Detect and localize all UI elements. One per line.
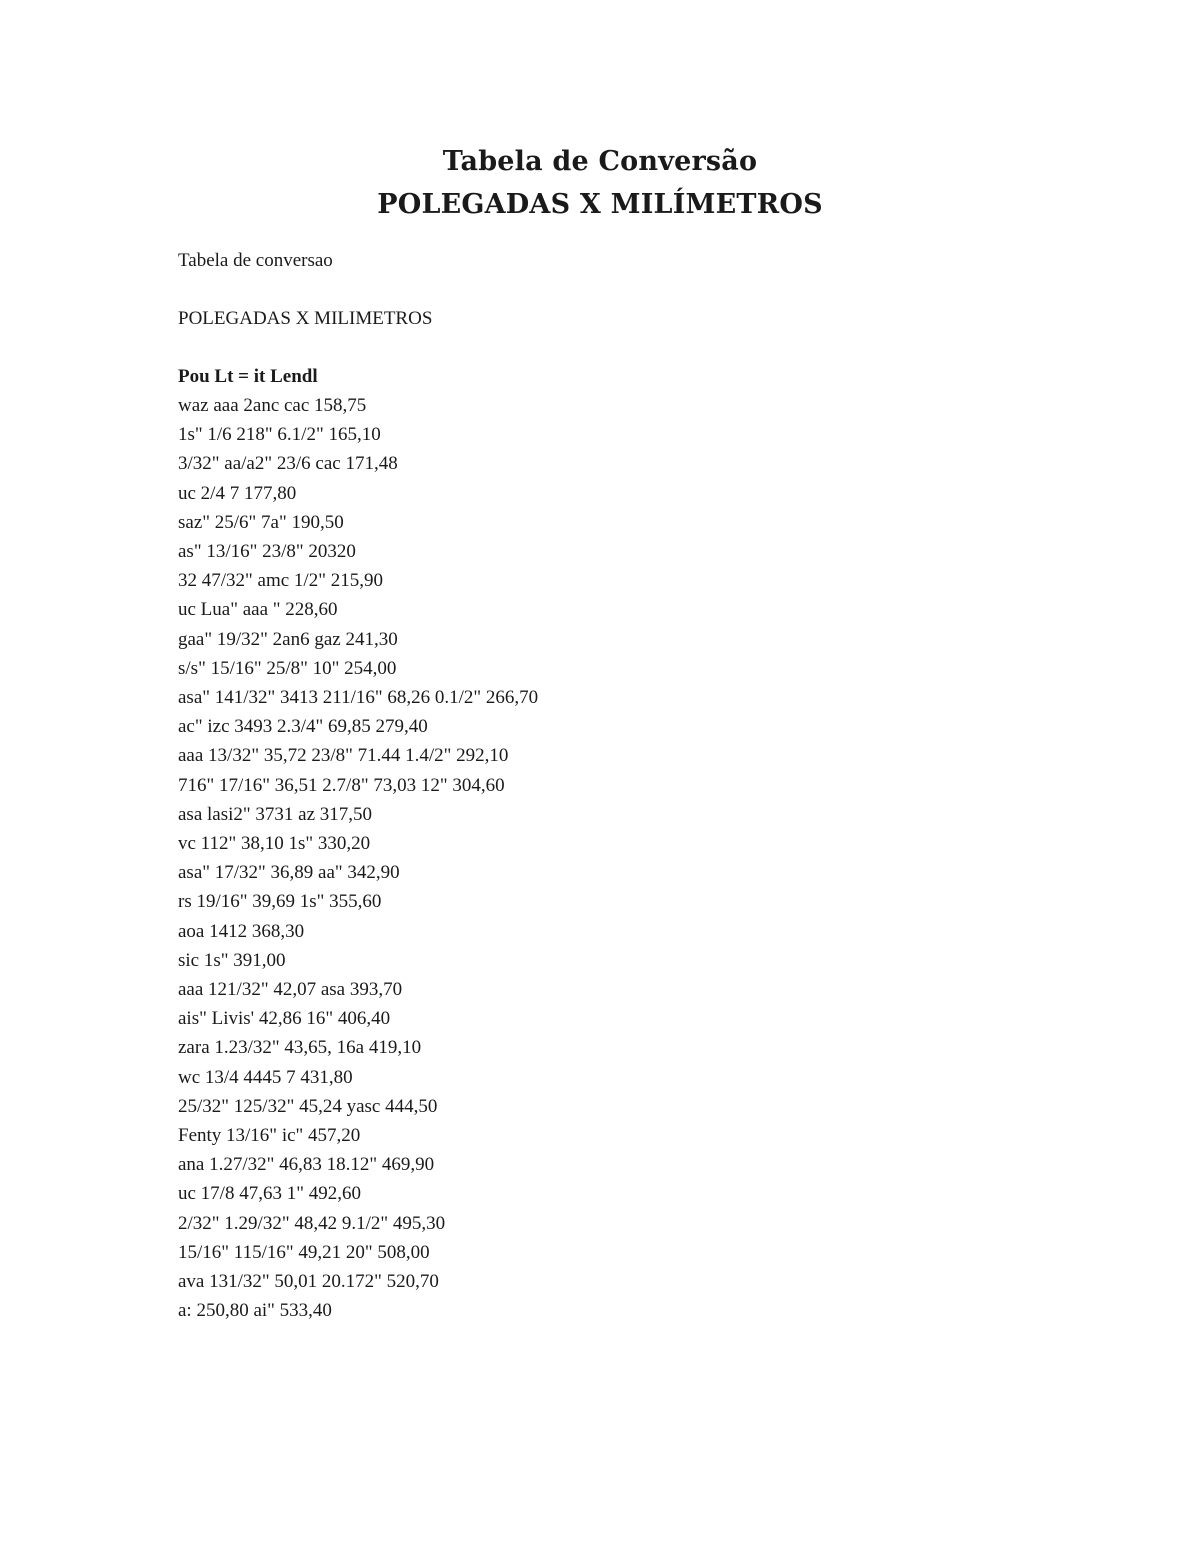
conversion-line: uc 2/4 7 177,80 (178, 482, 297, 504)
conversion-line: wc 13/4 4445 7 431,80 (178, 1066, 353, 1088)
document-body (178, 246, 1078, 1326)
conversion-line: ais" Livis' 42,86 16" 406,40 (178, 1008, 391, 1030)
conversion-line: asa lasi2" 3731 az 317,50 (178, 803, 373, 825)
document-subtitle: POLEGADAS X MILÍMETROS (377, 189, 823, 220)
conversion-line: aoa 1412 368,30 (178, 920, 305, 942)
paragraph-gap (178, 333, 1078, 362)
conversion-line: aaa 121/32" 42,07 asa 393,70 (178, 979, 403, 1001)
conversion-line: zara 1.23/32" 43,65, 16a 419,10 (178, 1037, 422, 1059)
conversion-line: asa" 141/32" 3413 211/16" 68,26 0.1/2" 266,70 (178, 687, 539, 709)
conversion-line: gaa" 19/32" 2an6 gaz 241,30 (178, 628, 398, 650)
conversion-line: as" 13/16" 23/8" 20320 (178, 541, 356, 563)
conversion-line: 3/32" aa/a2" 23/6 cac 171,48 (178, 453, 398, 475)
document-title: Tabela de Conversão (442, 146, 758, 177)
conversion-line: aaa 13/32" 35,72 23/8" 71.44 1.4/2" 292,10 (178, 745, 509, 767)
conversion-line: 15/16" 115/16" 49,21 20" 508,00 (178, 1241, 430, 1263)
intro-line-1: Tabela de conversao (178, 250, 333, 271)
conversion-line: uc 17/8 47,63 1" 492,60 (178, 1183, 361, 1205)
conversion-line: 1s" 1/6 218" 6.1/2" 165,10 (178, 424, 381, 446)
conversion-lines (178, 391, 1078, 1326)
conversion-line: Fenty 13/16" ic" 457,20 (178, 1125, 361, 1147)
conversion-line: 32 47/32" amc 1/2" 215,90 (178, 570, 383, 592)
intro-line-2: POLEGADAS X MILIMETROS (178, 308, 433, 329)
conversion-line: vc 112" 38,10 1s" 330,20 (178, 833, 371, 855)
conversion-line: a: 250,80 ai" 533,40 (178, 1300, 332, 1322)
conversion-line: ana 1.27/32" 46,83 18.12" 469,90 (178, 1154, 435, 1176)
conversion-line: saz" 25/6" 7a" 190,50 (178, 511, 344, 533)
conversion-line: ava 131/32" 50,01 20.172" 520,70 (178, 1271, 439, 1293)
conversion-line: s/s" 15/16" 25/8" 10" 254,00 (178, 657, 397, 679)
conversion-line: 716" 17/16" 36,51 2.7/8" 73,03 12" 304,60 (178, 774, 505, 796)
paragraph-gap (178, 275, 1078, 304)
table-header-line: Pou Lt = it Lendl (178, 366, 318, 387)
conversion-line: asa" 17/32" 36,89 aa" 342,90 (178, 862, 400, 884)
conversion-line: 25/32" 125/32" 45,24 yasc 444,50 (178, 1095, 438, 1117)
conversion-line: 2/32" 1.29/32" 48,42 9.1/2" 495,30 (178, 1212, 446, 1234)
conversion-line: waz aaa 2anc cac 158,75 (178, 395, 367, 416)
conversion-line: ac" izc 3493 2.3/4" 69,85 279,40 (178, 716, 428, 738)
conversion-line: uc Lua" aaa " 228,60 (178, 599, 338, 621)
conversion-line: rs 19/16" 39,69 1s" 355,60 (178, 891, 382, 913)
conversion-line: sic 1s" 391,00 (178, 949, 286, 971)
title-block (0, 140, 1200, 226)
